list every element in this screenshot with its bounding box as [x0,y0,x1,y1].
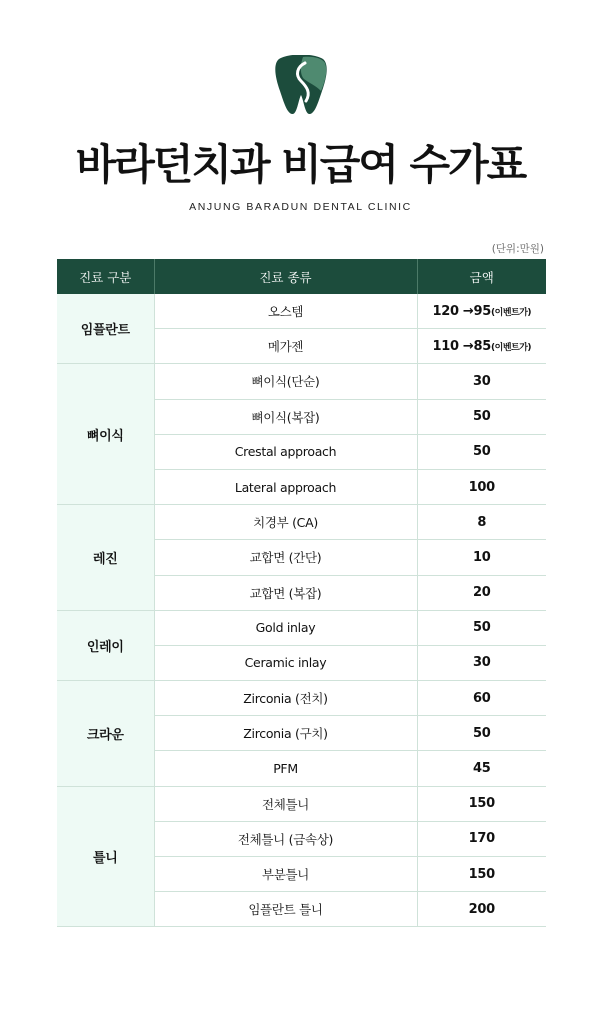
arrow-right-icon: → [458,303,474,319]
price-cell: 50 [417,716,546,751]
sale-price: 95 [473,303,492,319]
treatment-cell: 전체틀니 (금속상) [154,821,417,856]
table-row [57,505,546,540]
category-cell: 뼈이식 [57,364,154,505]
treatment-cell: 뼈이식(복잡) [154,399,417,434]
category-cell: 임플란트 [57,294,154,364]
treatment-cell: 오스템 [154,294,417,329]
price-cell: 150 [417,786,546,821]
treatment-cell: 교합면 (복잡) [154,575,417,610]
header-category: 진료 구분 [57,259,154,294]
table-row [57,786,546,821]
header-treatment: 진료 종류 [154,259,417,294]
price-cell [417,329,546,364]
treatment-cell: Gold inlay [154,610,417,645]
treatment-cell: Crestal approach [154,434,417,469]
price-cell: 170 [417,821,546,856]
category-cell: 크라운 [57,681,154,787]
price-cell: 30 [417,645,546,680]
price-table [57,259,546,927]
price-cell: 50 [417,610,546,645]
regular-price: 110 [432,338,459,354]
clinic-name: ANJUNG BARADUN DENTAL CLINIC [189,201,412,213]
treatment-cell: Ceramic inlay [154,645,417,680]
category-cell: 인레이 [57,610,154,680]
page-title: 바라던치과 비급여 수가표 [75,140,526,189]
price-cell: 45 [417,751,546,786]
price-cell: 30 [417,364,546,399]
price-cell: 20 [417,575,546,610]
price-cell: 150 [417,857,546,892]
price-cell: 50 [417,399,546,434]
event-price-note: (이벤트가) [491,342,532,353]
category-cell: 틀니 [57,786,154,927]
table-row [57,364,546,399]
unit-note: (단위:만원) [491,243,544,255]
price-cell: 200 [417,892,546,927]
treatment-cell: Lateral approach [154,469,417,504]
treatment-cell: 교합면 (간단) [154,540,417,575]
treatment-cell: Zirconia (구치) [154,716,417,751]
treatment-cell: 뼈이식(단순) [154,364,417,399]
event-price-note: (이벤트가) [491,307,532,318]
treatment-cell: 전체틀니 [154,786,417,821]
arrow-right-icon: → [458,338,474,354]
price-cell [417,294,546,329]
treatment-cell: Zirconia (전치) [154,681,417,716]
price-cell: 100 [417,469,546,504]
sale-price: 85 [473,338,492,354]
regular-price: 120 [432,303,459,319]
price-cell: 60 [417,681,546,716]
table-row [57,294,546,329]
price-cell: 50 [417,434,546,469]
treatment-cell: 치경부 (CA) [154,505,417,540]
price-cell: 8 [417,505,546,540]
header-price: 금액 [417,259,546,294]
treatment-cell: 메가젠 [154,329,417,364]
table-header-row [57,259,546,294]
treatment-cell: PFM [154,751,417,786]
table-row [57,610,546,645]
table-row [57,681,546,716]
tooth-logo-icon [273,55,329,115]
treatment-cell: 임플란트 틀니 [154,892,417,927]
price-table-body [57,294,546,927]
category-cell: 레진 [57,505,154,611]
treatment-cell: 부분틀니 [154,857,417,892]
price-cell: 10 [417,540,546,575]
